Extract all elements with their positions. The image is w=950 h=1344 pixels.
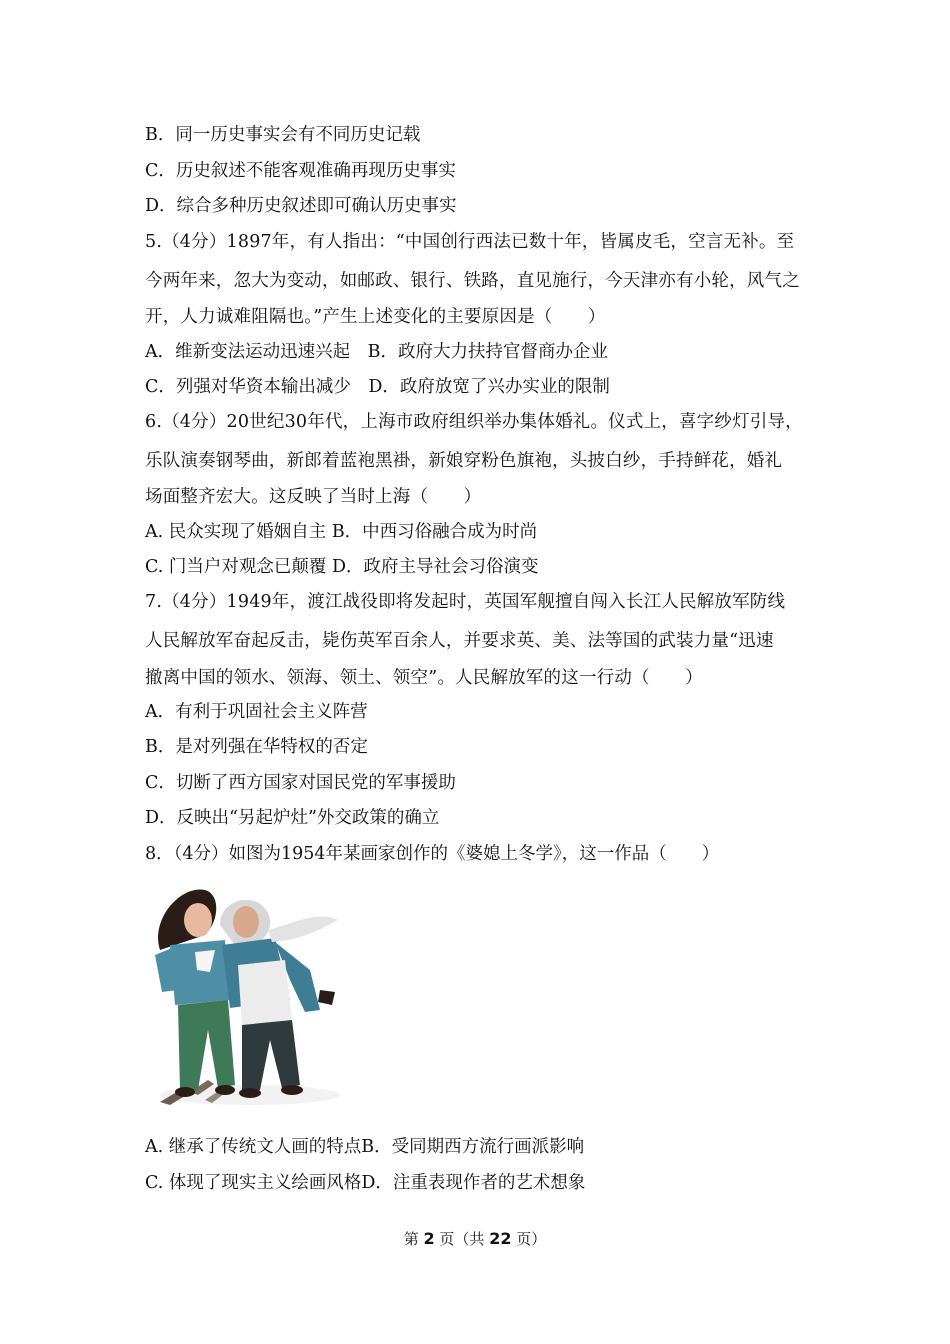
q4-option-d: D．综合多种历史叙述即可确认历史事实: [145, 196, 457, 216]
q6-stem-line-1: 6.（4分）20世纪30年代，上海市政府组织举办集体婚礼。仪式上，喜字纱灯引导，: [145, 412, 803, 432]
footer-prefix: 第: [403, 1230, 419, 1248]
q6-options-ab: A. 民众实现了婚姻自主 B．中西习俗融合成为时尚: [145, 522, 538, 542]
q7-option-c: C．切断了西方国家对国民党的军事援助: [145, 773, 456, 793]
q5-options-cd: C．列强对华资本输出减少 D．政府放宽了兴办实业的限制: [145, 377, 610, 397]
painting-image: [150, 880, 345, 1108]
q7-option-d: D．反映出“另起炉灶”外交政策的确立: [145, 808, 440, 828]
q5-stem-line-3: 开，人力诚难阻隔也。”产生上述变化的主要原因是（ ）: [145, 307, 606, 327]
q7-option-a: A．有利于巩固社会主义阵营: [145, 702, 368, 722]
q5-stem-line-2: 今两年来，忽大为变动，如邮政、银行、铁路，直见施行，今天津亦有小轮，风气之: [145, 271, 800, 291]
q7-stem-line-3: 撤离中国的领水、领海、领土、领空”。人民解放军的这一行动（ ）: [145, 668, 703, 688]
q8-options-ab: A. 继承了传统文人画的特点B．受同期西方流行画派影响: [145, 1137, 585, 1157]
q6-stem-line-3: 场面整齐宏大。这反映了当时上海（ ）: [145, 487, 482, 507]
q7-stem-line-2: 人民解放军奋起反击，毙伤英军百余人，并要求英、美、法等国的武装力量“迅速: [145, 631, 774, 651]
q6-options-cd: C. 门当户对观念已颠覆 D．政府主导社会习俗演变: [145, 557, 539, 577]
q5-options-ab: A．维新变法运动迅速兴起 B．政府大力扶持官督商办企业: [145, 342, 608, 362]
q7-option-b: B．是对列强在华特权的否定: [145, 737, 368, 757]
q7-stem-line-1: 7.（4分）1949年，渡江战役即将发起时，英国军舰擅自闯入长江人民解放军防线: [145, 592, 786, 612]
q8-stem: 8．（4分）如图为1954年某画家创作的《婆媳上冬学》，这一作品（ ）: [145, 844, 720, 864]
q4-option-b: B．同一历史事实会有不同历史记载: [145, 125, 421, 145]
page-footer: [0, 1228, 950, 1249]
q8-options-cd: C. 体现了现实主义绘画风格D．注重表现作者的艺术想象: [145, 1173, 586, 1193]
footer-suffix: 页）: [516, 1230, 547, 1248]
q4-option-c: C．历史叙述不能客观准确再现历史事实: [145, 161, 456, 181]
footer-middle: 页（共: [439, 1230, 485, 1248]
q5-stem-line-1: 5.（4分）1897年，有人指出：“中国创行西法已数十年，皆属皮毛，空言无补。至: [145, 232, 795, 252]
footer-total-pages: 22: [489, 1229, 512, 1248]
footer-page-number: 2: [423, 1229, 435, 1248]
q6-stem-line-2: 乐队演奏钢琴曲，新郎着蓝袍黑褂，新娘穿粉色旗袍，头披白纱，手持鲜花，婚礼: [145, 451, 783, 471]
